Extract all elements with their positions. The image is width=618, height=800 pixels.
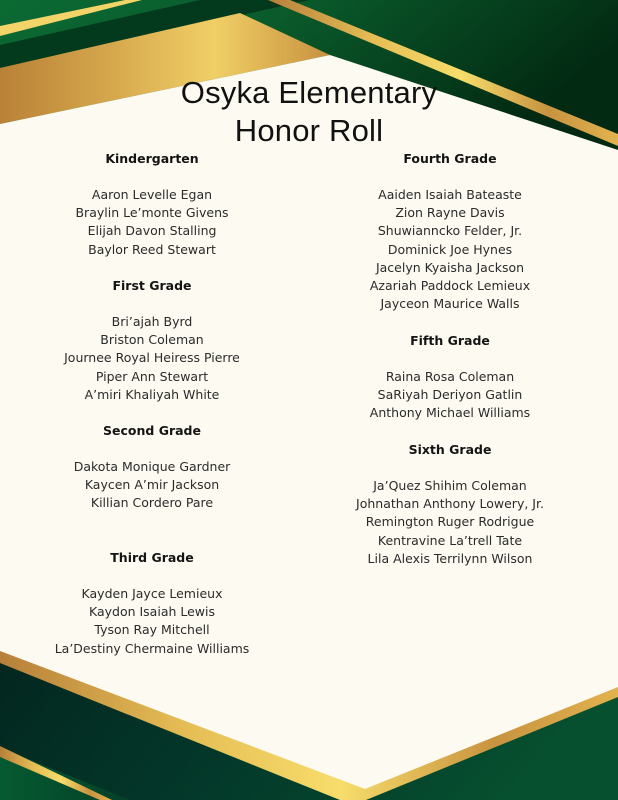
grade-heading: Fourth Grade — [403, 151, 497, 166]
student-name: Johnathan Anthony Lowery, Jr. — [356, 496, 544, 512]
student-name: Braylin Le’monte Givens — [75, 205, 229, 221]
student-name: Raina Rosa Coleman — [385, 369, 515, 384]
student-name: Kaydon Isaiah Lewis — [88, 604, 216, 620]
student-name: Bri’ajah Byrd — [111, 314, 193, 329]
left-column — [22, 0, 282, 800]
grade-heading: Third Grade — [110, 550, 194, 565]
student-name: Ja’Quez Shihim Coleman — [373, 478, 527, 493]
student-name: La’Destiny Chermaine Williams — [54, 640, 250, 656]
student-name: Jayceon Maurice Walls — [380, 296, 520, 312]
student-name: Lila Alexis Terrilynn Wilson — [367, 550, 533, 566]
grade-section-second — [22, 422, 282, 513]
student-name: Kayden Jayce Lemieux — [81, 586, 223, 601]
student-name: Journee Royal Heiress Pierre — [64, 350, 240, 366]
student-name: Tyson Ray Mitchell — [94, 622, 210, 638]
grade-section-fourth — [330, 150, 570, 313]
student-name: Killian Cordero Pare — [90, 495, 214, 511]
student-name: Aaron Levelle Egan — [91, 187, 213, 202]
student-name: Jacelyn Kyaisha Jackson — [375, 259, 525, 275]
grade-heading: Kindergarten — [105, 151, 199, 166]
student-name: Zion Rayne Davis — [395, 205, 505, 221]
grade-section-first — [22, 277, 282, 404]
grade-section-sixth — [330, 441, 570, 568]
student-name: Remington Ruger Rodrigue — [365, 514, 535, 530]
student-name: Elijah Davon Stalling — [87, 223, 217, 239]
student-name: Briston Coleman — [100, 332, 204, 348]
student-name: Aaiden Isaiah Bateaste — [378, 187, 522, 202]
right-column — [330, 0, 570, 800]
student-name: Anthony Michael Williams — [369, 405, 531, 421]
page-subtitle: Honor Roll — [234, 113, 384, 148]
student-name: Shuwianncko Felder, Jr. — [377, 223, 523, 239]
student-name: Azariah Paddock Lemieux — [369, 277, 531, 293]
page-title: Osyka Elementary — [180, 75, 438, 110]
student-name: Baylor Reed Stewart — [88, 241, 216, 257]
student-name: Kentravine La’trell Tate — [377, 532, 523, 548]
student-name: SaRiyah Deriyon Gatlin — [377, 387, 523, 403]
student-name: Kaycen A’mir Jackson — [84, 477, 220, 493]
student-name: Dominick Joe Hynes — [387, 241, 513, 257]
grade-heading: Second Grade — [103, 423, 201, 438]
grade-section-kindergarten — [22, 150, 282, 259]
student-name: Piper Ann Stewart — [95, 368, 209, 384]
grade-heading: First Grade — [112, 278, 192, 293]
grade-section-third — [22, 549, 282, 658]
grade-section-fifth — [330, 332, 570, 423]
student-name: Dakota Monique Gardner — [73, 459, 231, 474]
student-name: A’miri Khaliyah White — [84, 386, 220, 402]
grade-heading: Fifth Grade — [410, 333, 490, 348]
grade-heading: Sixth Grade — [408, 442, 492, 457]
